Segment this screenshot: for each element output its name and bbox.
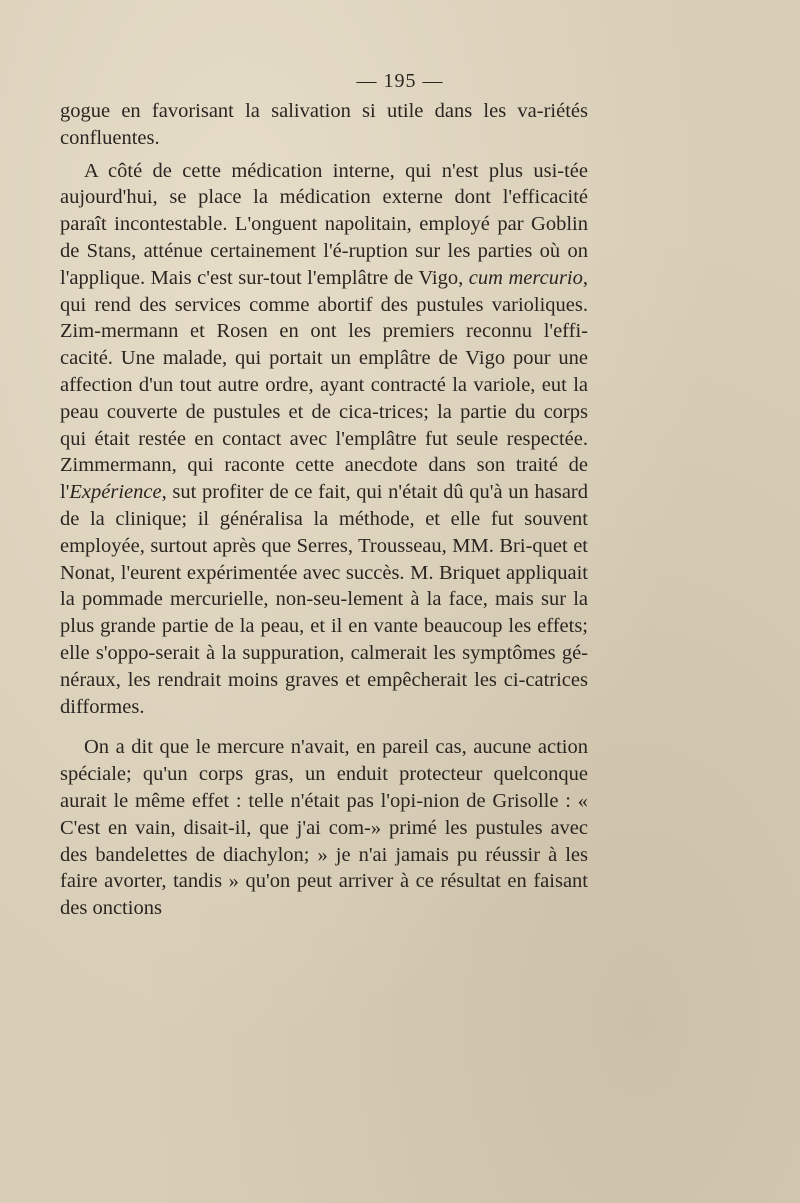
paragraph-2-text-b: , qui rend des services comme abortif des pustules varioliques. Zim-mermann et Rosen en ont les premiers reconnu l'effi-cacité. Une malade, qui portait un emplâtre de Vigo pour une affection d'un tout autre ordre, ayant contracté la variole, eut la peau couverte de pustules et de cica-trices; la partie du corps qui était restée en contact avec l'emplâtre fut seule respectée. Zimmermann, qui raconte cette anecdote dans son traité de l'	[60, 266, 588, 504]
paragraph-2-text-a: A côté de cette médication interne, qui n'est plus usi-tée aujourd'hui, se place la médication externe dont l'efficacité paraît incontestable. L'onguent napolitain, employé par Goblin de Stans, atténue certainement l'é-ruption sur les parties où on l'applique. Mais c'est sur-tout l'emplâtre de Vigo,	[60, 159, 588, 289]
paragraph-3	[60, 734, 588, 922]
latin-term: cum mercurio	[468, 266, 583, 289]
body-text	[60, 98, 588, 922]
book-title: Expérience	[69, 481, 162, 504]
paragraph-1	[60, 98, 588, 152]
paragraph-2	[60, 158, 588, 721]
page-number: — 195 —	[356, 70, 444, 92]
paragraph-3-text: On a dit que le mercure n'avait, en pareil cas, aucune action spéciale; qu'un corps gras, un enduit protecteur quelconque aurait le même effet : telle n'était pas l'opi-nion de Grisolle : « C'est en vain, disait-il, que j'ai com-» primé les pustules avec des bandelettes de diachylon; » je n'ai jamais pu réussir à les faire avorter, tandis » qu'on peut arriver à ce résultat en faisant des onctions	[60, 736, 588, 920]
paragraph-1-text: gogue en favorisant la salivation si utile dans les va-riétés confluentes.	[60, 100, 588, 149]
paragraph-2-text-c: , sut profiter de ce fait, qui n'était dû qu'à un hasard de la clinique; il généralisa la méthode, et elle fut souvent employée, surtout après que Serres, Trousseau, MM. Bri-quet et Nonat, l'eurent expérimentée avec succès. M. Briquet appliquait la pommade mercurielle, non-seu-lement à la face, mais sur la plus grande partie de la peau, et il en vante beaucoup les effets; elle s'oppo-serait à la suppuration, calmerait les symptômes gé-néraux, les rendrait moins graves et empêcherait les ci-catrices difformes.	[60, 481, 588, 718]
